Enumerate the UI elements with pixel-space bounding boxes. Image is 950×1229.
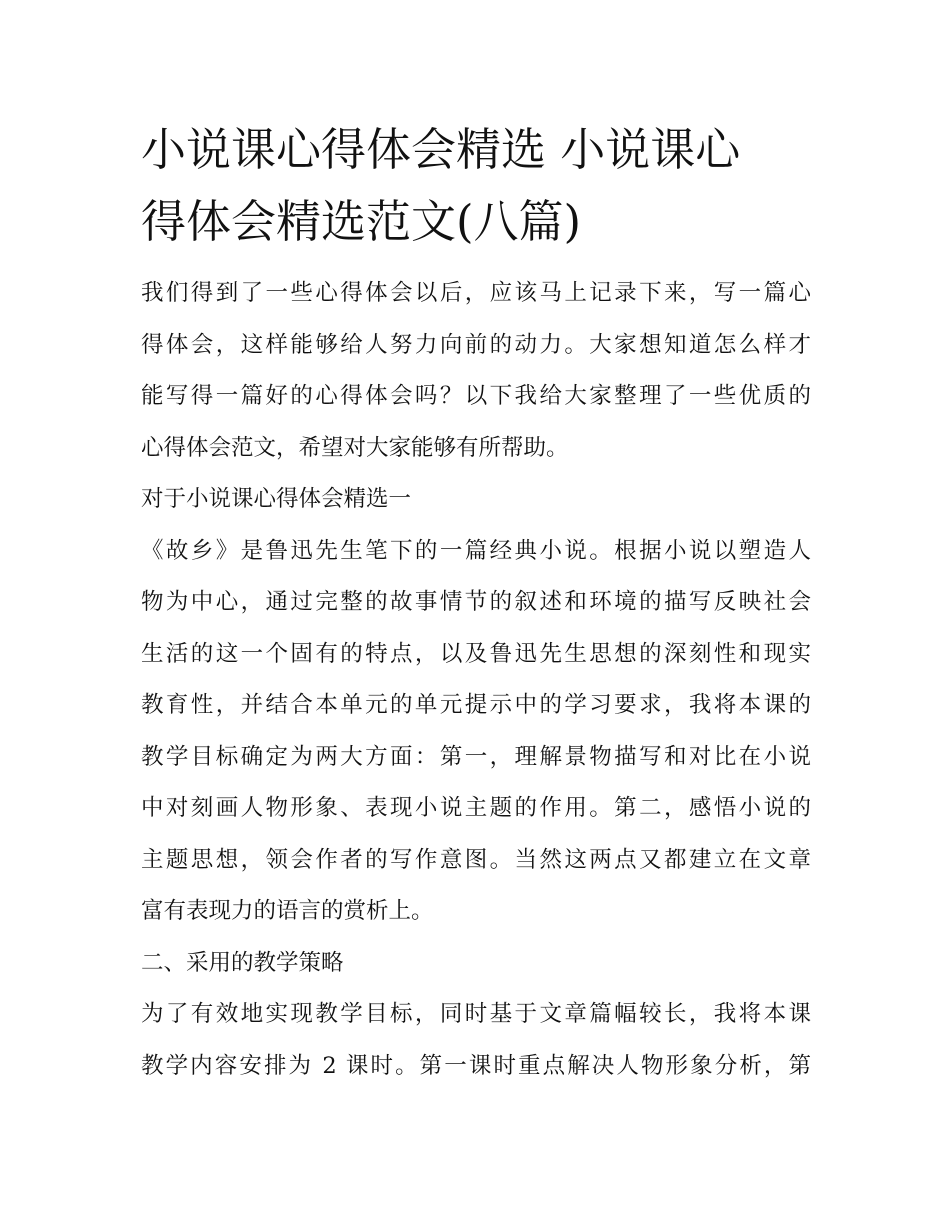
section2-paragraph bbox=[141, 989, 811, 1092]
section1-line-1: 《故乡》是鲁迅先生笔下的一篇经典小说。根据小说以塑造人 bbox=[141, 537, 811, 564]
section1-line-8: 富有表现力的语言的赏析上。 bbox=[141, 898, 434, 924]
section1-heading: 对于小说课心得体会精选一 bbox=[141, 486, 412, 512]
document-content bbox=[141, 114, 811, 1092]
title-line-1: 小说课心得体会精选 小说课心 bbox=[141, 123, 741, 176]
section1-line-5: 教学目标确定为两大方面：第一，理解景物描写和对比在小说 bbox=[141, 743, 811, 770]
section1-line-3: 生活的这一个固有的特点，以及鲁迅先生思想的深刻性和现实 bbox=[141, 640, 811, 667]
section1-paragraph bbox=[141, 526, 811, 938]
intro-paragraph bbox=[141, 268, 811, 474]
document-body bbox=[141, 268, 811, 1092]
title-line-2: 得体会精选范文(八篇) bbox=[141, 195, 582, 248]
intro-line-3: 能写得一篇好的心得体会吗？以下我给大家整理了一些优质的 bbox=[141, 383, 811, 409]
section2-line-2: 教学内容安排为 2 课时。第一课时重点解决人物形象分析，第 bbox=[141, 1052, 811, 1079]
intro-line-2: 得体会，这样能够给人努力向前的动力。大家想知道怎么样才 bbox=[141, 331, 811, 358]
section1-line-6: 中对刻画人物形象、表现小说主题的作用。第二，感悟小说的 bbox=[141, 795, 811, 821]
section1-line-2: 物为中心，通过完整的故事情节的叙述和环境的描写反映社会 bbox=[141, 589, 811, 615]
intro-line-4: 心得体会范文，希望对大家能够有所帮助。 bbox=[141, 434, 569, 461]
section1-line-4: 教育性，并结合本单元的单元提示中的学习要求，我将本课的 bbox=[141, 692, 811, 718]
section1-line-7: 主题思想，领会作者的写作意图。当然这两点又都建立在文章 bbox=[141, 846, 811, 873]
section2-line-1: 为了有效地实现教学目标，同时基于文章篇幅较长，我将本课 bbox=[141, 1001, 811, 1027]
document-title bbox=[141, 114, 811, 258]
section2-heading: 二、采用的教学策略 bbox=[141, 949, 344, 976]
intro-line-1: 我们得到了一些心得体会以后，应该马上记录下来，写一篇心 bbox=[141, 280, 811, 306]
